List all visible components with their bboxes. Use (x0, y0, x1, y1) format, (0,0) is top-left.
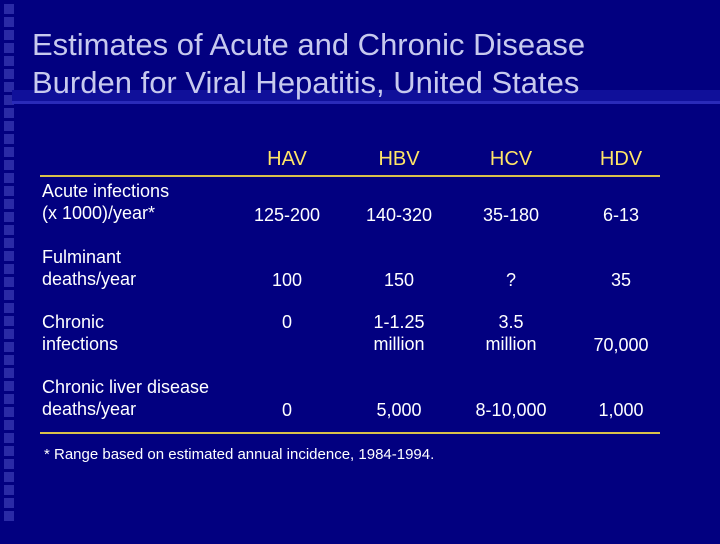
table-cell: 6-13 (602, 205, 640, 225)
table-cell: 1,000 (598, 400, 644, 420)
table-cell: 5,000 (376, 400, 422, 420)
row-label-chronic-infections: Chronic infections (42, 312, 119, 354)
table-cell: 0 (281, 400, 292, 420)
table-cell: 70,000 (593, 335, 649, 355)
footnote: * Range based on estimated annual incidence, 1984-1994. (44, 446, 435, 463)
row-label-fulminant-deaths: Fulminant deaths/year (42, 247, 137, 289)
row-label-acute-infections: Acute infections (x 1000)/year* (42, 181, 170, 223)
column-header-hdv: HDV (599, 148, 643, 170)
row-label-chronic-liver-deaths: Chronic liver disease deaths/year (42, 377, 210, 419)
table-cell: 125-200 (253, 205, 321, 225)
table-cell: 150 (383, 270, 415, 290)
header-rule (40, 175, 660, 177)
table-cell: 1-1.25 million (373, 312, 425, 354)
column-header-hav: HAV (267, 148, 307, 170)
table-cell: ? (505, 270, 516, 290)
decorative-square-strip (4, 0, 18, 544)
table-cell: 140-320 (365, 205, 433, 225)
title-line-2: Burden for Viral Hepatitis, United States (32, 65, 580, 100)
table-cell: 8-10,000 (475, 400, 547, 420)
table-cell: 35-180 (482, 205, 540, 225)
table-cell: 35 (610, 270, 632, 290)
table-cell: 0 (281, 312, 292, 332)
table-cell: 3.5 million (485, 312, 537, 354)
title-line-1: Estimates of Acute and Chronic Disease (32, 27, 586, 62)
table-cell: 100 (271, 270, 303, 290)
footer-rule (40, 432, 660, 434)
column-header-hcv: HCV (489, 148, 533, 170)
column-header-hbv: HBV (378, 148, 420, 170)
slide-title (32, 26, 585, 102)
